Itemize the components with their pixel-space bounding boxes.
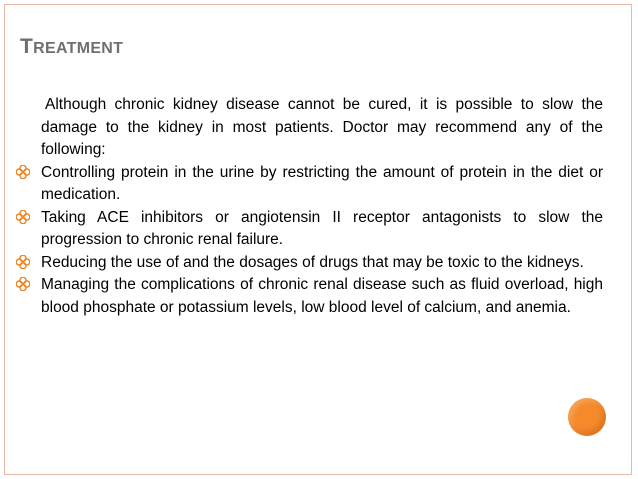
bullet-text: Taking ACE inhibitors or angiotensin II receptor antagonists to slow the progression to chronic renal failure. [41,208,603,248]
flower-bullet-icon [16,165,30,179]
bullet-text: Controlling protein in the urine by restricting the amount of protein in the diet or medication. [41,163,603,203]
bullet-text: Managing the complications of chronic renal disease such as fluid overload, high blood phosphate or potassium levels, low blood level of calcium, and anemia. [41,276,603,316]
title-first-letter: T [20,35,34,58]
bullet-item [41,274,603,319]
bullet-item [41,252,603,275]
flower-bullet-icon [16,277,30,291]
flower-bullet-icon [16,210,30,224]
orange-circle-decoration [568,398,606,436]
bullet-text: Reducing the use of and the dosages of drugs that may be toxic to the kidneys. [41,253,584,271]
title-rest: REATMENT [33,40,124,57]
slide-title [20,37,123,59]
bullet-item [41,162,603,207]
slide-content [0,94,638,319]
intro-paragraph: Although chronic kidney disease cannot be cured, it is possible to slow the damage to the kidney in most patients. Doctor may recommend any of the following: [41,96,603,158]
flower-bullet-icon [16,255,30,269]
bullet-item [41,207,603,252]
